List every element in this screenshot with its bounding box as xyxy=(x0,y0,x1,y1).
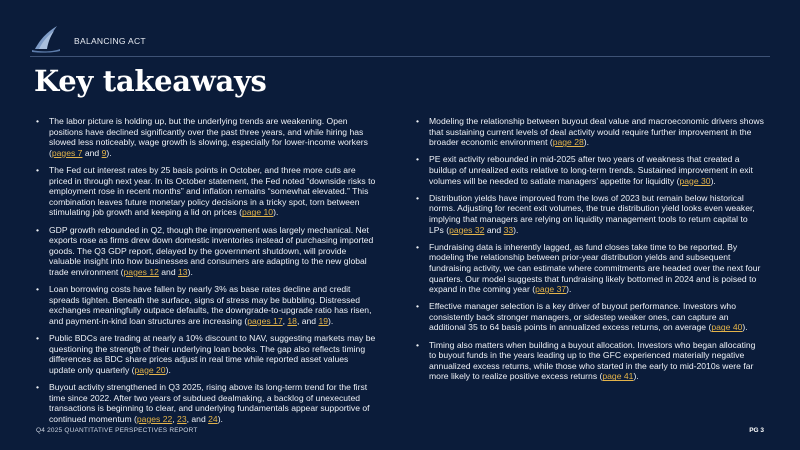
bullet-text: ). xyxy=(566,284,572,295)
bullet-text: , and xyxy=(186,413,209,424)
bullet-text: ). xyxy=(187,266,193,277)
bullet-text: ). xyxy=(513,224,519,235)
page-reference-link[interactable]: 23 xyxy=(177,413,187,424)
page-reference-link[interactable]: page 40 xyxy=(711,322,743,333)
report-name: Q4 2025 QUANTITATIVE PERSPECTIVES REPORT xyxy=(36,427,198,434)
bullet-text: PE exit activity rebounded in mid-2025 after two years of weakness that created a buildup of unrealized exits relative to long-term trends. Sustained improvement in exit volumes will be needed to satiate managers’ appetite for liquidity ( xyxy=(429,154,753,186)
page-reference-link[interactable]: pages 32 xyxy=(449,224,485,235)
page-reference-link[interactable]: 9 xyxy=(101,147,107,158)
bullet-text: GDP growth rebounded in Q2, though the improvement was largely mechanical. Net exports rose as firms drew down domestic inventories instead of purchasing imported goods. The Q3 GDP report, delayed by the government shutdown, will provide valuable insight into how businesses and consumers are adapting to the new global trade environment ( xyxy=(49,224,374,277)
bullet-text: The Fed cut interest rates by 25 basis points in October, and three more cuts are priced in through next year. In its October statement, the Fed noted “downside risks to employment rose in recent months” and inflation remains “somewhat elevated.” This combination leaves future monetary policy decisions in a tricky spot, torn between stimulating job growth and keeping a lid on prices ( xyxy=(49,164,376,218)
page-reference-link[interactable]: 13 xyxy=(178,266,188,277)
bullet-item xyxy=(416,193,764,235)
bullet-text: ). xyxy=(217,413,223,424)
bullet-text: ). xyxy=(106,147,112,158)
page-reference-link[interactable]: page 20 xyxy=(134,364,166,375)
page-reference-link[interactable]: pages 22 xyxy=(136,413,173,424)
bullet-item xyxy=(416,154,764,186)
page-reference-link[interactable]: 24 xyxy=(208,413,218,424)
bullet-text: and xyxy=(158,266,179,277)
bullet-text: Distribution yields have improved from the lows of 2023 but remain below historical norms. Adjusting for recent exit volumes, the true distribution yield looks even weaker, implying that managers are relying on liquidity management tools to return capital to LPs ( xyxy=(429,192,755,235)
page-reference-link[interactable]: pages 7 xyxy=(51,147,83,158)
bullet-text: Buyout activity strengthened in Q3 2025, rising above its long-term trend for the first time since 2022. After two years of subdued dealmaking, a backlog of unexecuted transactions is beginning to clear, and underlying fundamentals appear supportive of continued momentum ( xyxy=(49,382,370,424)
page-reference-link[interactable]: 19 xyxy=(318,315,329,326)
bullet-text: and xyxy=(82,147,102,158)
page-number: PG 3 xyxy=(749,427,764,434)
bullet-text: The labor picture is holding up, but the underlying trends are weakening. Open positions have declined significantly over the past three years, and while hiring has slowed less noticeably, wage growth is slowing, especially for lower-income workers ( xyxy=(49,116,368,158)
header-divider xyxy=(30,56,770,57)
page-reference-link[interactable]: pages 17 xyxy=(247,315,283,326)
bullet-text: ). xyxy=(328,315,334,326)
bullet-text: Public BDCs are trading at nearly a 10% discount to NAV, suggesting markets may be questioning the strength of their underlying loan books. The gap also reflects timing differences as BDC share prices adjust in real time while reported asset values update only quarterly ( xyxy=(49,333,376,375)
page-reference-link[interactable]: page 10 xyxy=(242,207,274,218)
bullet-text: Loan borrowing costs have fallen by nearly 3% as base rates decline and credit spreads tighten. Beneath the surface, signs of stress may be bubbling. Distressed exchanges meaningfully outpace defaults, the downgrade-to-upgrade ratio has risen, and payment-in-kind loan structures are increasing ( xyxy=(49,284,372,326)
page-reference-link[interactable]: page 37 xyxy=(535,284,567,295)
bullet-item xyxy=(36,284,376,326)
brand-name: BALANCING ACT xyxy=(74,36,146,46)
page-title: Key takeaways xyxy=(34,64,267,98)
bullet-text: , xyxy=(282,315,288,326)
bullet-item xyxy=(416,116,764,148)
left-bullet-list xyxy=(36,116,376,431)
bullet-text: Timing also matters when building a buyout allocation. Investors who began allocating to buyout funds in the years leading up to the GFC experienced materially negative annualized excess returns, while those who started in the early to mid-2010s were far more likely to realize positive excess returns ( xyxy=(429,339,756,382)
bullet-item xyxy=(416,301,764,333)
page-reference-link[interactable]: pages 12 xyxy=(123,266,159,277)
page-reference-link[interactable]: page 41 xyxy=(602,371,634,382)
sail-logo-icon xyxy=(30,22,62,54)
bullet-text: ). xyxy=(273,207,279,218)
bullet-text: ). xyxy=(583,137,590,148)
bullet-text: ). xyxy=(742,322,748,333)
bullet-item xyxy=(36,333,376,375)
bullet-text: and xyxy=(484,224,504,235)
page-reference-link[interactable]: page 30 xyxy=(679,175,711,186)
bullet-item xyxy=(36,165,376,218)
page-reference-link[interactable]: page 28 xyxy=(552,137,584,148)
bullet-item xyxy=(36,225,376,278)
bullet-item xyxy=(416,242,764,295)
bullet-text: Fundraising data is inherently lagged, as fund closes take time to be reported. By modeling the relationship between prior-year distribution yields and subsequent fundraising activity, we can estimate where commitments are headed over the next four quarters. Our model suggests that fundraising likely bottomed in 2024 and is poised to expand in the coming year ( xyxy=(429,241,761,295)
bullet-item xyxy=(416,340,764,382)
bullet-text: ). xyxy=(633,371,639,382)
page-reference-link[interactable]: 18 xyxy=(287,315,297,326)
bullet-text: Modeling the relationship between buyout deal value and macroeconomic drivers shows that sustaining current levels of deal activity would require further improvement in the broader economic environment ( xyxy=(429,116,764,148)
bullet-text: ). xyxy=(165,364,171,375)
bullet-text: , xyxy=(172,413,178,424)
bullet-text: Effective manager selection is a key driver of buyout performance. Investors who consistently back stronger managers, or sidestep weaker ones, can capture an additional 35 to 64 basis points in annualized excess returns, on average ( xyxy=(429,301,736,333)
bullet-text: ). xyxy=(710,175,716,186)
bullet-text: , and xyxy=(296,315,319,326)
right-bullet-list xyxy=(416,116,764,389)
bullet-item xyxy=(36,116,376,158)
page-reference-link[interactable]: 33 xyxy=(503,224,514,235)
bullet-item xyxy=(36,382,376,424)
